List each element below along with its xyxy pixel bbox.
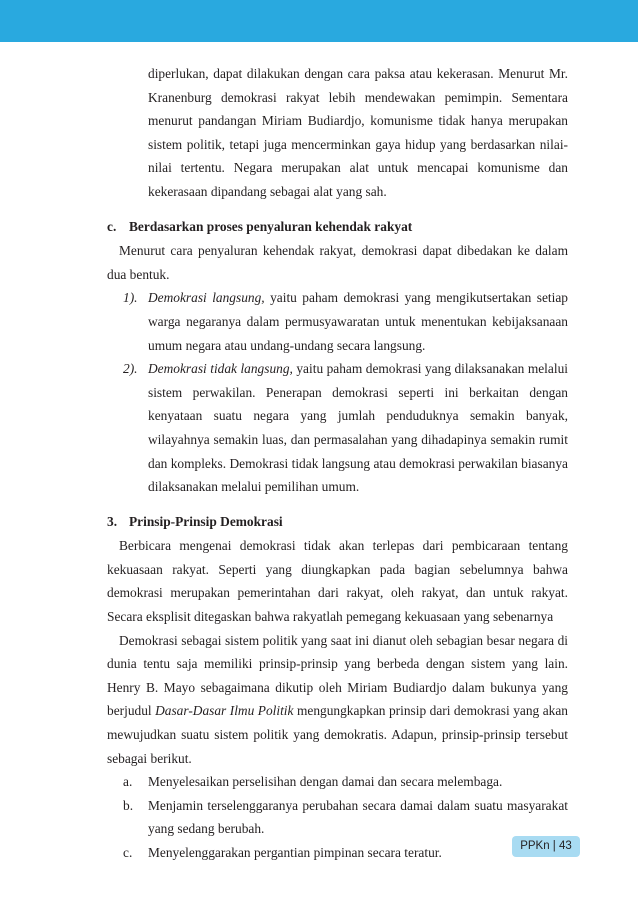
item-text: Menjamin terselenggaranya perubahan secara damai dalam suatu masyarakat yang sedang berubah. bbox=[148, 797, 568, 837]
section-3-title: Prinsip-Prinsip Demokrasi bbox=[129, 513, 283, 529]
list-item-demokrasi-tidak-langsung bbox=[107, 357, 568, 499]
section-3-heading bbox=[107, 510, 568, 534]
section-3-number: 3. bbox=[107, 513, 118, 529]
section-c-marker: c. bbox=[107, 218, 117, 234]
section-c-heading bbox=[107, 215, 568, 239]
item-text: Menyelesaikan perselisihan dengan damai dan secara melembaga. bbox=[148, 774, 503, 790]
term: Demokrasi langsung, bbox=[148, 290, 265, 306]
section-c-intro: Menurut cara penyaluran kehendak rakyat, demokrasi dapat dibedakan ke dalam dua bentuk. bbox=[107, 243, 568, 282]
list-marker: a. bbox=[123, 774, 133, 790]
paragraph-text: Demokrasi sebagai sistem politik yang saat ini dianut oleh sebagian besar negara di dunia tentu saja memiliki prinsip-prinsip yang berbeda dengan sistem yang lain. Henry B. Mayo sebagaimana dikutip oleh Miriam Budiardjo dalam bukunya yang berjudul bbox=[107, 632, 568, 719]
book-title: Dasar-Dasar Ilmu Politik bbox=[155, 703, 294, 719]
item-text: Menyelenggarakan pergantian pimpinan secara teratur. bbox=[148, 845, 442, 860]
list-item-demokrasi-langsung bbox=[107, 286, 568, 357]
item-text: yaitu paham demokrasi yang mengikutsertakan setiap warga negaranya dalam permusyawaratan untuk menentukan kebijaksanaan umum negara atau undang-undang secara langsung. bbox=[148, 290, 568, 353]
list-marker: 2). bbox=[123, 361, 138, 377]
list-marker: c. bbox=[123, 845, 133, 860]
principle-item-b bbox=[107, 794, 568, 841]
page-content bbox=[107, 62, 568, 865]
list-marker: 1). bbox=[123, 290, 138, 306]
continuation-paragraph: diperlukan, dapat dilakukan dengan cara paksa atau kekerasan. Menurut Mr. Kranenburg demokrasi rakyat lebih mendewakan pemimpin. Sementara menurut pandangan Miriam Budiardjo, komunisme tidak hanya merupakan sistem politik, tetapi juga mencerminkan gaya hidup yang berdasarkan nilai-nilai tertentu. Negara merupakan alat untuk mencapai komunisme dan kekerasaan dipandang sebagai alat yang sah. bbox=[148, 66, 568, 199]
top-color-band bbox=[0, 0, 638, 42]
paragraph-text: mengungkapkan prinsip dari demokrasi yang akan mewujudkan suatu sistem politik yang demokratis. Adapun, prinsip-prinsip tersebut sebagai berikut. bbox=[107, 703, 568, 766]
item-text: yaitu paham demokrasi yang dilaksanakan melalui sistem perwakilan. Penerapan demokrasi seperti ini berkaitan dengan kenyataan suatu negara yang jumlah penduduknya semakin banyak, wilayahnya semakin luas, dan permasalahan yang dihadapinya semakin rumit dan kompleks. Demokrasi tidak langsung atau demokrasi perwakilan biasanya dilaksanakan melalui pemilihan umum. bbox=[148, 361, 568, 495]
page-number-badge: PPKn | 43 bbox=[512, 836, 580, 857]
section-c-title: Berdasarkan proses penyaluran kehendak rakyat bbox=[129, 218, 413, 234]
section-3-paragraph-1: Berbicara mengenai demokrasi tidak akan terlepas dari pembicaraan tentang kekuasaan rakyat. Seperti yang diungkapkan pada bagian sebelumnya bahwa demokrasi merupakan pemerintahan dari rakyat, oleh rakyat, dan untuk rakyat. Secara eksplisit ditegaskan bahwa rakyatlah pemegang kekuasaan yang sebenarnya bbox=[107, 538, 568, 625]
term: Demokrasi tidak langsung, bbox=[148, 361, 293, 377]
list-marker: b. bbox=[123, 797, 134, 813]
section-3-paragraph-2 bbox=[107, 629, 568, 771]
principle-item-c bbox=[107, 841, 568, 865]
principle-item-a bbox=[107, 770, 568, 794]
